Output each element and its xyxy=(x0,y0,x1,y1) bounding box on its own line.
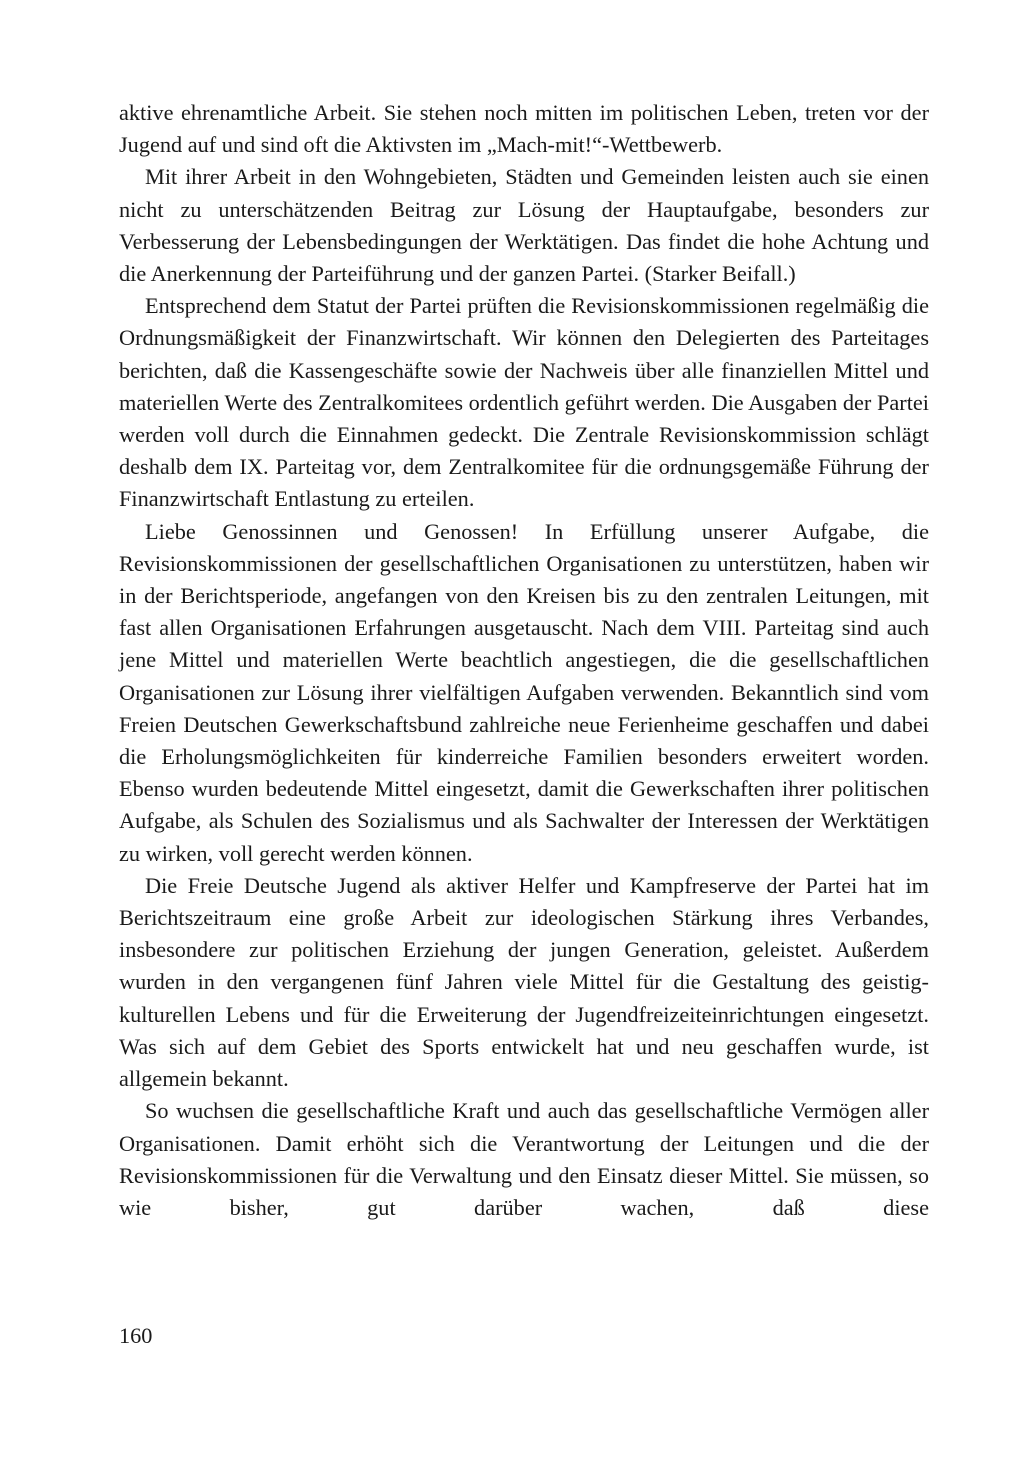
paragraph-4: Liebe Genossinnen und Genossen! In Erfüllung unserer Aufgabe, die Revisionskommissionen der gesellschaftlichen Organisationen zu unterstützen, haben wir in der Berichtsperiode, angefangen von den Kreisen bis zu den zentralen Leitungen, mit fast allen Organisationen Erfahrungen ausgetauscht. Nach dem VIII. Parteitag sind auch jene Mittel und materiellen Werte beachtlich angestiegen, die die gesellschaftlichen Organisationen zur Lösung ihrer vielfältigen Aufgaben verwenden. Bekanntlich sind vom Freien Deutschen Gewerkschaftsbund zahlreiche neue Ferienheime geschaffen und dabei die Erholungsmöglichkeiten für kinderreiche Familien besonders erweitert worden. Ebenso wurden bedeutende Mittel eingesetzt, damit die Gewerkschaften ihrer politischen Aufgabe, als Schulen des Sozialismus und als Sachwalter der Interessen der Werktätigen zu wirken, voll gerecht werden können. xyxy=(119,518,929,866)
body-text xyxy=(119,97,929,1224)
paragraph-2: Mit ihrer Arbeit in den Wohngebieten, Städten und Gemeinden leisten auch sie einen nicht zu unterschätzenden Beitrag zur Lösung der Hauptaufgabe, besonders zur Verbesserung der Lebensbedingungen der Werktätigen. Das findet die hohe Achtung und die Anerkennung der Parteiführung und der ganzen Partei. (Starker Beifall.) xyxy=(119,164,929,287)
paragraph-1: aktive ehrenamtliche Arbeit. Sie stehen noch mitten im politischen Leben, treten vor der Jugend auf und sind oft die Aktivsten im „Mach-mit!“-Wettbewerb. xyxy=(119,100,929,158)
paragraph-6: So wuchsen die gesellschaftliche Kraft und auch das gesellschaftliche Vermögen aller Organisationen. Damit erhöht sich die Verantwortung der Leitungen und die der Revisionskommissionen für die Verwaltung und den Einsatz dieser Mittel. Sie müssen, so wie bisher, gut darüber wachen, daß diese xyxy=(119,1098,929,1220)
page-number: 160 xyxy=(119,1323,153,1348)
paragraph-3: Entsprechend dem Statut der Partei prüften die Revisionskommissionen regelmäßig die Ordnungsmäßigkeit der Finanzwirtschaft. Wir können den Delegierten des Parteitages berichten, daß die Kassengeschäfte sowie der Nachweis über alle finanziellen Mittel und materiellen Werte des Zentralkomitees ordentlich geführt werden. Die Ausgaben der Partei werden voll durch die Einnahmen gedeckt. Die Zentrale Revisionskommission schlägt deshalb dem IX. Parteitag vor, dem Zentralkomitee für die ordnungsgemäße Führung der Finanzwirtschaft Entlastung zu erteilen. xyxy=(119,293,929,512)
paragraph-5: Die Freie Deutsche Jugend als aktiver Helfer und Kampfreserve der Partei hat im Berichtszeitraum eine große Arbeit zur ideologischen Stärkung ihres Verbandes, insbesondere zur politischen Erziehung der jungen Generation, geleistet. Außerdem wurden in den vergangenen fünf Jahren viele Mittel für die Gestaltung des geistig-kulturellen Lebens und für die Erweiterung der Jugendfreizeiteinrichtungen eingesetzt. Was sich auf dem Gebiet des Sports entwickelt hat und neu geschaffen wurde, ist allgemein bekannt. xyxy=(119,872,929,1092)
